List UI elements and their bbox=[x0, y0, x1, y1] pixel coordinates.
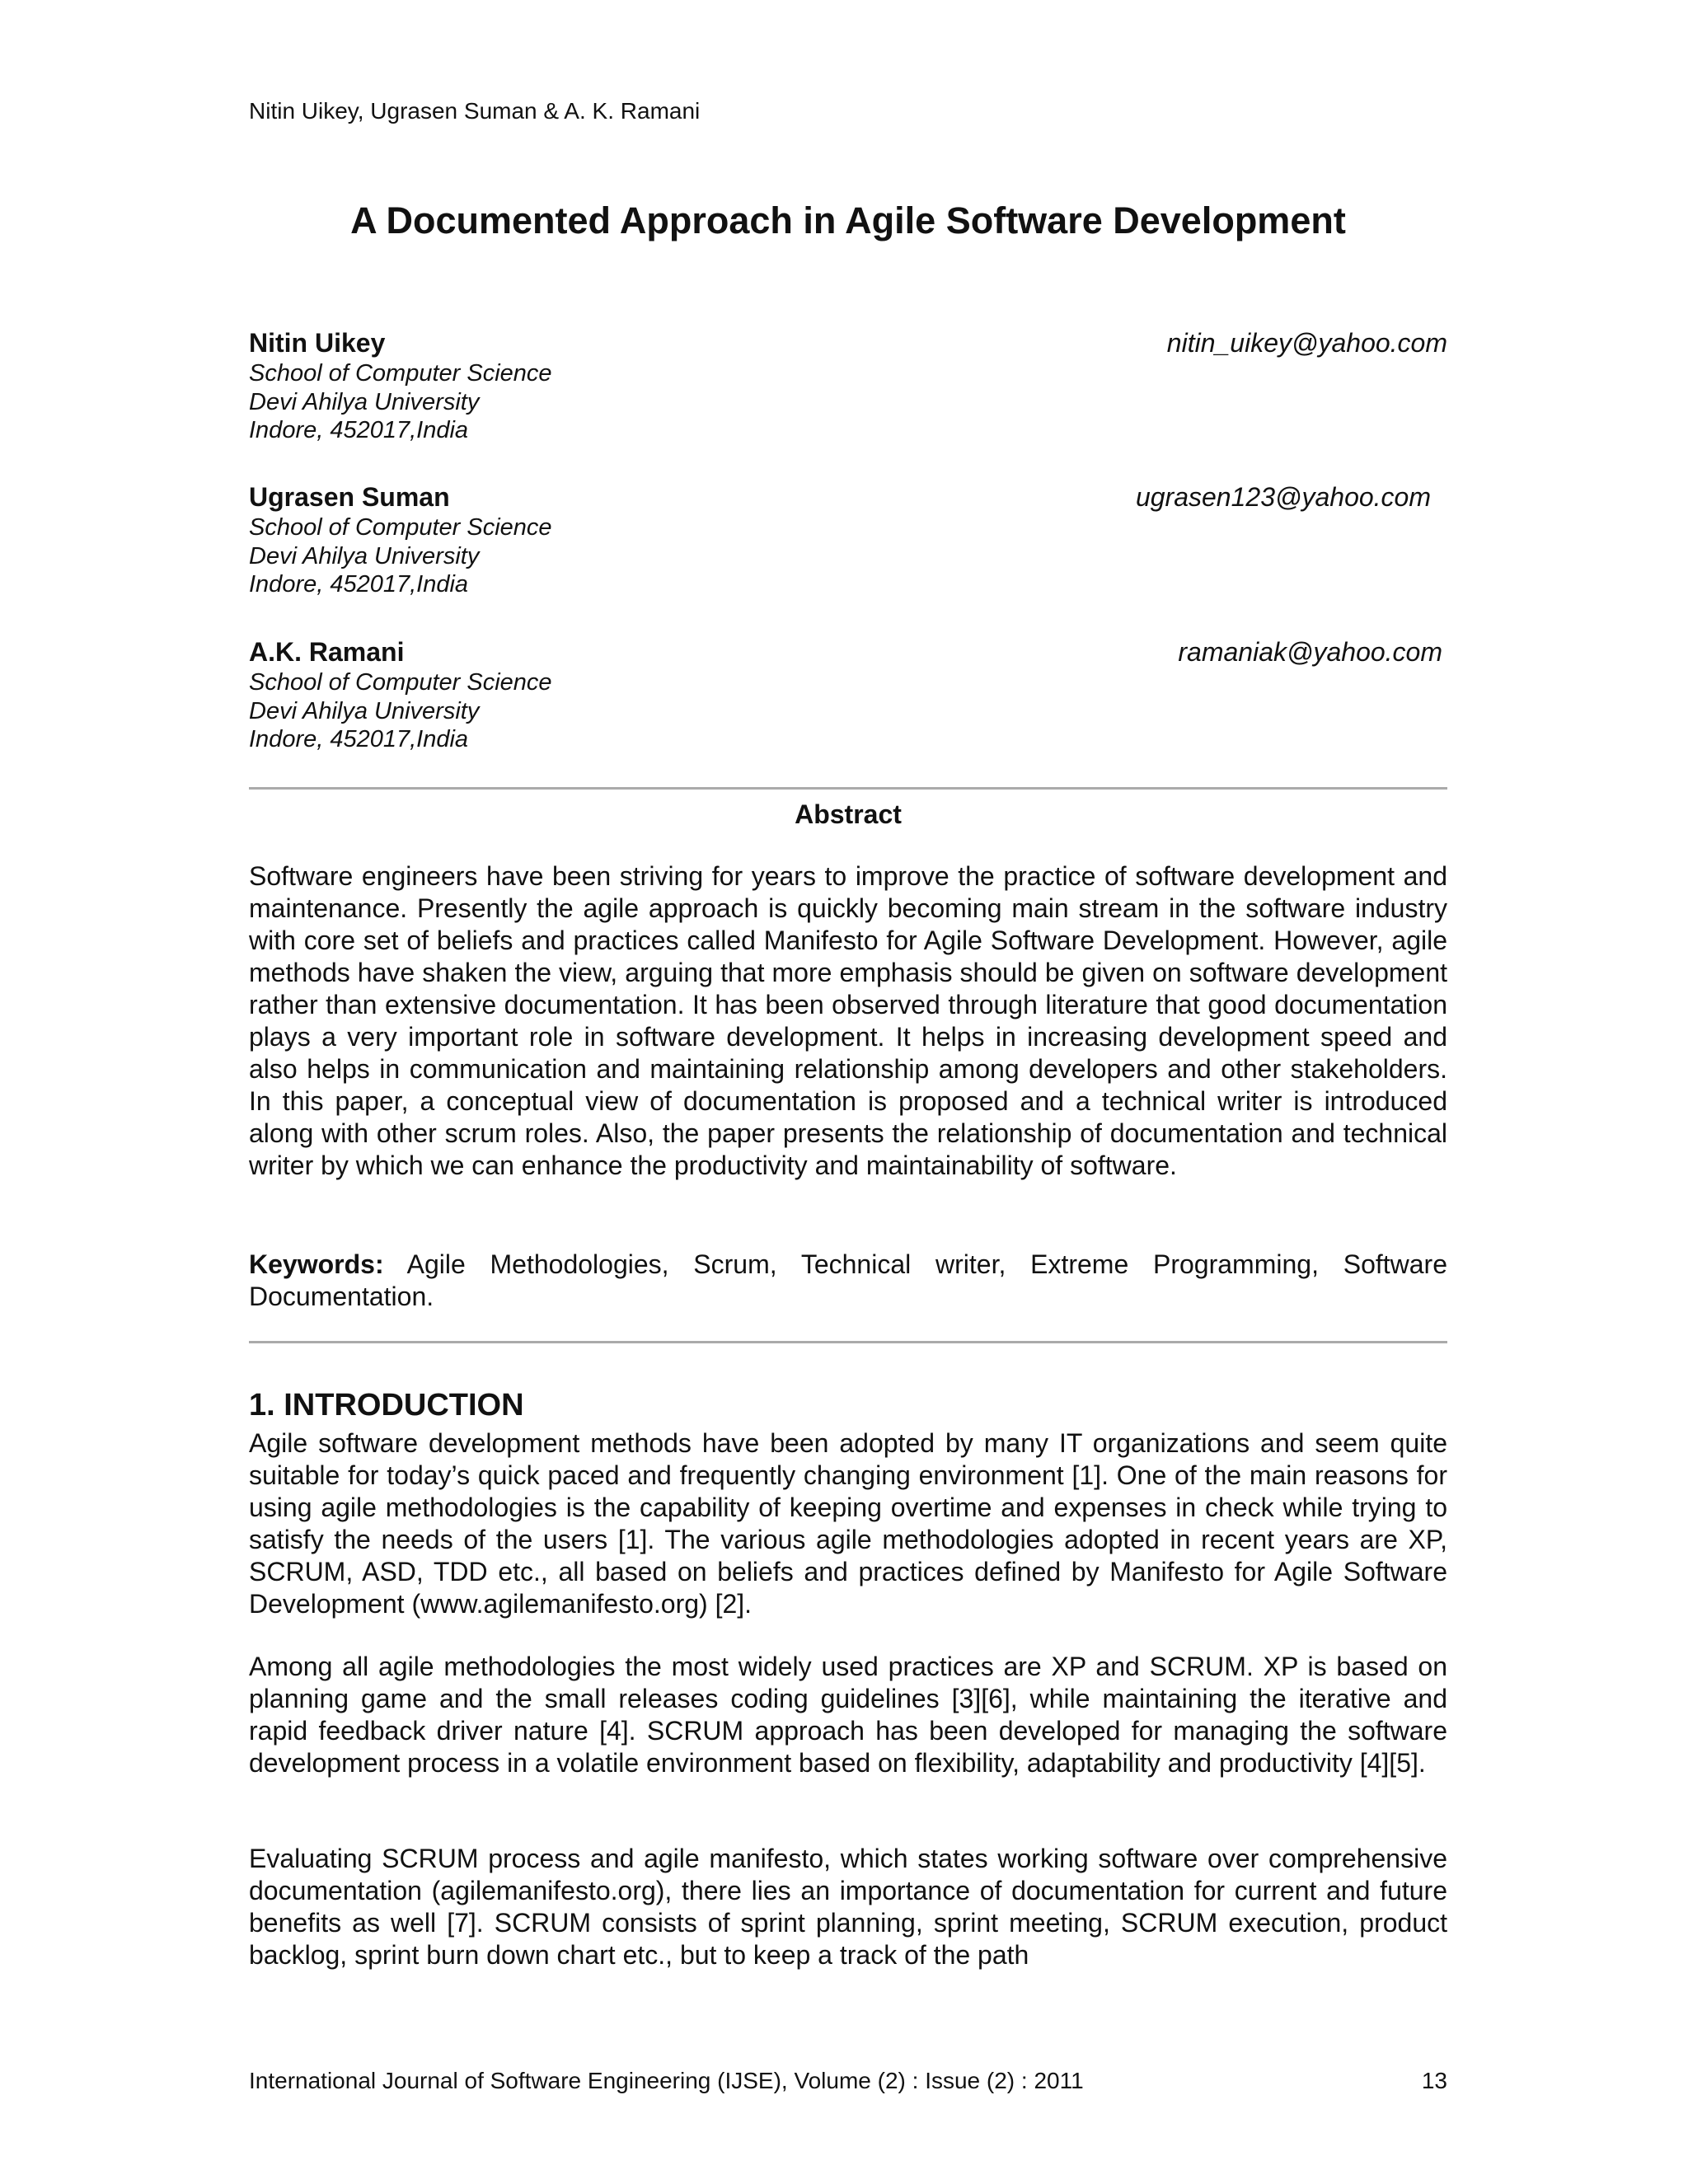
author-name: Ugrasen Suman bbox=[249, 482, 450, 512]
section-heading-introduction: 1. INTRODUCTION bbox=[249, 1388, 524, 1422]
abstract-heading: Abstract bbox=[795, 799, 902, 829]
author-name: A.K. Ramani bbox=[249, 637, 405, 667]
author-university: Devi Ahilya University bbox=[249, 542, 480, 569]
author-university: Devi Ahilya University bbox=[249, 388, 480, 415]
author-block-1 bbox=[249, 326, 1447, 445]
abstract-top-rule bbox=[249, 787, 1447, 790]
author-department: School of Computer Science bbox=[249, 669, 552, 696]
intro-paragraph-1: Agile software development methods have been adopted by many IT organizations and seem quite suitable for today’s quick paced and frequently changing environment [1]. One of the main reasons for using agile methodologies is the capability of keeping overtime and expenses in check while trying to satisfy the needs of the users [1]. The various agile methodologies adopted in recent years are XP, SCRUM, ASD, TDD etc., all based on beliefs and practices defined by Manifesto for Agile Software Development (www.agilemanifesto.org) [2]. bbox=[249, 1428, 1447, 1619]
author-email: ugrasen123@yahoo.com bbox=[1135, 482, 1431, 512]
keywords-label: Keywords: bbox=[249, 1249, 384, 1279]
author-email: nitin_uikey@yahoo.com bbox=[1166, 328, 1447, 358]
author-email: ramaniak@yahoo.com bbox=[1178, 637, 1442, 667]
author-block-2 bbox=[249, 480, 1447, 599]
author-location: Indore, 452017,India bbox=[249, 726, 469, 752]
keywords-text: Agile Methodologies, Scrum, Technical writer, Extreme Programming, Software Documentation. bbox=[249, 1249, 1448, 1311]
footer-journal-citation: International Journal of Software Engineering (IJSE), Volume (2) : Issue (2) : 2011 bbox=[249, 2068, 1084, 2093]
author-location: Indore, 452017,India bbox=[249, 571, 469, 598]
author-department: School of Computer Science bbox=[249, 360, 552, 387]
abstract-text: Software engineers have been striving for years to improve the practice of software development and maintenance. Presently the agile approach is quickly becoming main stream in the software industry with core set of beliefs and practices called Manifesto for Agile Software Development. However, agile methods have shaken the view, arguing that more emphasis should be given on software development rather than extensive documentation. It has been observed through literature that good documentation plays a very important role in software development. It helps in increasing development speed and also helps in communication and maintaining relationship among developers and other stakeholders. In this paper, a conceptual view of documentation is proposed and a technical writer is introduced along with other scrum roles. Also, the paper presents the relationship of documentation and technical writer by which we can enhance the productivity and maintainability of software. bbox=[249, 861, 1447, 1180]
running-head-authors: Nitin Uikey, Ugrasen Suman & A. K. Ramani bbox=[249, 98, 701, 124]
intro-paragraph-2: Among all agile methodologies the most widely used practices are XP and SCRUM. XP is based on planning game and the small releases coding guidelines [3][6], while maintaining the iterative and rapid feedback driver nature [4]. SCRUM approach has been developed for managing the software development process in a volatile environment based on flexibility, adaptability and productivity [4][5]. bbox=[249, 1652, 1447, 1778]
author-location: Indore, 452017,India bbox=[249, 417, 469, 443]
intro-paragraph-3: Evaluating SCRUM process and agile manifesto, which states working software over comprehensive documentation (agilemanifesto.org), there lies an importance of documentation for current and future benefits as well [7]. SCRUM consists of sprint planning, sprint meeting, SCRUM execution, product backlog, sprint burn down chart etc., but to keep a track of the path bbox=[249, 1844, 1447, 1970]
keywords bbox=[249, 1249, 1447, 1313]
footer-page-number: 13 bbox=[1421, 2068, 1447, 2093]
author-name: Nitin Uikey bbox=[249, 328, 386, 358]
author-university: Devi Ahilya University bbox=[249, 697, 480, 724]
paper-title: A Documented Approach in Agile Software Development bbox=[350, 199, 1346, 241]
abstract-bottom-rule bbox=[249, 1341, 1447, 1343]
author-department: School of Computer Science bbox=[249, 514, 552, 541]
author-block-3 bbox=[249, 635, 1447, 754]
